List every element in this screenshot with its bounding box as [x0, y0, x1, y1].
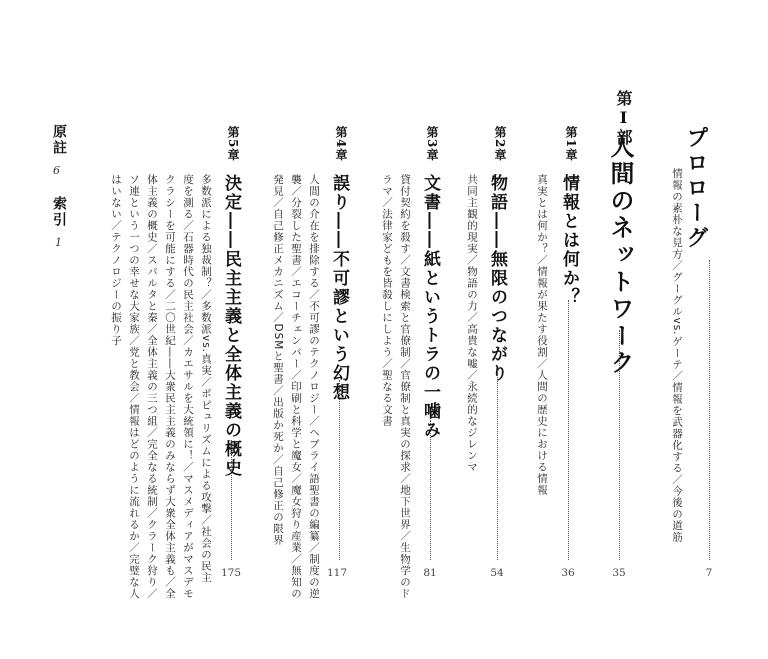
page-number: 81 — [423, 567, 437, 579]
page-number: 54 — [490, 567, 504, 579]
chapter-title: 文書――紙というトラの一噛み — [420, 174, 440, 440]
chapter-desc: 発見／自己修正メカニズム／DSMと聖書／出版か死か／自己修正の限界 — [272, 174, 284, 546]
dot-leader — [619, 330, 620, 560]
dot-leader — [497, 370, 498, 560]
chapter-desc: 真実とは何か？／情報が果たす役割／人間の歴史における情報 — [536, 174, 548, 496]
dot-leader — [430, 420, 431, 560]
chapter-label: 第1章 — [564, 126, 578, 162]
chapter-desc: 多数派による独裁制？／多数派vs.真実／ポピュリズムによる攻撃／社会の民主 — [200, 174, 212, 584]
page-number: 175 — [220, 567, 242, 579]
chapter-desc: ソ連という一つの幸せな大家族／党と教会／情報はどのように流れるか／完璧な人 — [128, 174, 140, 600]
prologue-title: プロローグ — [683, 126, 709, 251]
chapter-label: 第4章 — [334, 126, 348, 162]
chapter-desc: クラシーを可能にする／二〇世紀――大衆民主主義のみならず大衆全体主義も／全 — [164, 174, 176, 600]
chapter-desc: はいない／テクノロジーの振り子 — [110, 174, 122, 347]
chapter-title: 決定――民主主義と全体主義の概史 — [221, 174, 241, 478]
chapter-title: 誤り――不可謬という幻想 — [329, 174, 349, 402]
chapter-desc: 共同主観的現実／物語の力／高貴な嘘／永続的なジレンマ — [466, 174, 478, 473]
prologue-desc: 情報の素朴な見方／グーグルvs.ゲーテ／情報を武器化する／今後の道筋 — [671, 168, 683, 543]
notes-page: 6 — [53, 164, 60, 177]
chapter-desc: 体主義の概史／スパルタと秦／全体主義の三つ組／完全なる統制／クラーク狩り／ — [146, 174, 158, 600]
index-label: 索引 — [51, 196, 67, 228]
chapter-label: 第3章 — [425, 126, 439, 162]
page-number: 36 — [561, 567, 575, 579]
chapter-desc: 人間の介在を排除する／不可謬のテクノロジー／ヘブライ語聖書の編纂／制度の逆 — [308, 174, 320, 600]
chapter-desc: 度を測る／石器時代の民主社会／カエサルを大統領に！／マスメディアがマスデモ — [182, 174, 194, 600]
part-title: 人間のネットワーク — [606, 134, 635, 377]
chapter-desc: 貸付契約を殺す／文書検索と官僚制／官僚制と真実の探求／地下世界／生物学のド — [399, 174, 411, 600]
chapter-desc: ラマ／法律家どもを皆殺しにしよう／聖なる文書 — [381, 174, 393, 427]
part-label: 第Ⅰ部 — [614, 90, 633, 147]
chapter-label: 第5章 — [226, 126, 240, 162]
notes-label: 原註 — [51, 124, 67, 156]
page-number: 35 — [612, 567, 626, 579]
dot-leader — [568, 300, 569, 560]
dot-leader — [709, 260, 710, 560]
index-page: 1 — [55, 236, 62, 249]
chapter-title: 情報とは何か？ — [559, 174, 579, 307]
chapter-desc: 襲／分裂した聖書／エコーチェンバー／印刷と科学と魔女／魔女狩り産業／無知の — [290, 174, 302, 600]
dot-leader — [231, 440, 232, 560]
chapter-label: 第2章 — [493, 126, 507, 162]
chapter-title: 物語――無限のつながり — [487, 174, 507, 383]
dot-leader — [339, 380, 340, 560]
page-number: 7 — [705, 567, 713, 579]
page-number: 117 — [326, 567, 348, 579]
